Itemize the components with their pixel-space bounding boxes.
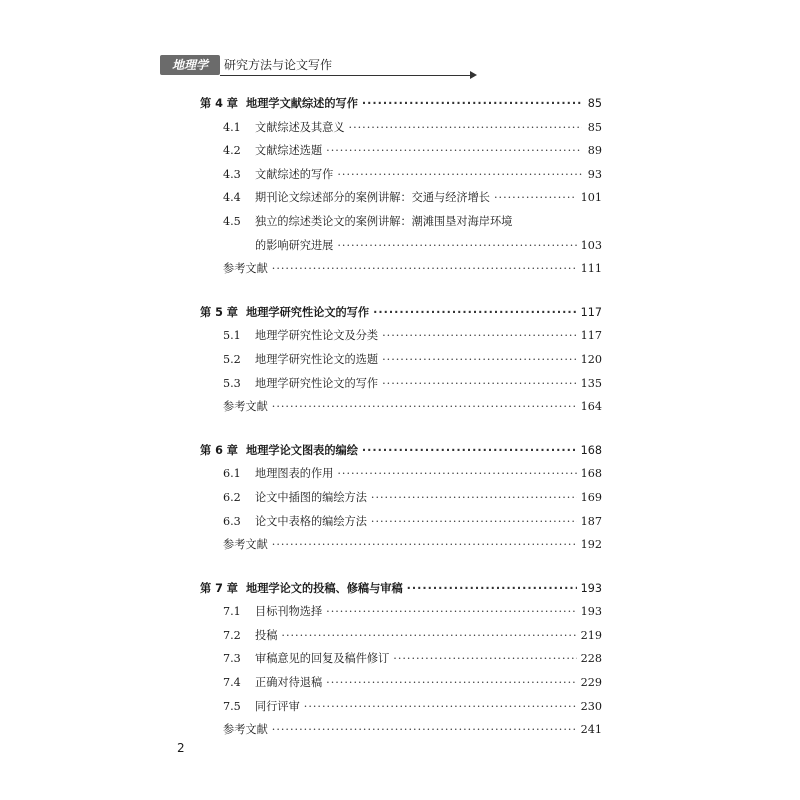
section-entry <box>200 139 602 163</box>
dot-leader <box>382 348 577 372</box>
dot-leader <box>393 647 576 671</box>
header-arrow-icon <box>470 71 477 79</box>
chapter-entry <box>200 577 602 601</box>
section-entry-title: 独立的综述类论文的案例讲解：潮滩围垦对海岸环境 <box>255 214 513 228</box>
dot-leader <box>326 139 582 163</box>
dot-leader <box>272 257 577 281</box>
chapter-entry-number: 第 5 章 <box>200 305 238 319</box>
references-entry <box>200 395 602 419</box>
chapter-entry <box>200 439 602 463</box>
section-entry <box>200 695 602 719</box>
chapter-entry-number: 第 7 章 <box>200 581 238 595</box>
section-entry-number: 7.4 <box>223 676 241 690</box>
section-entry-number: 4.4 <box>223 191 241 205</box>
dot-leader <box>304 695 577 719</box>
references-entry-page: 241 <box>580 723 602 737</box>
section-entry-number: 4.5 <box>223 214 241 228</box>
section-entry <box>200 510 602 534</box>
section-entry-page: 135 <box>580 376 602 390</box>
section-entry-title: 论文中表格的编绘方法 <box>255 514 367 528</box>
chapter-entry-title: 地理学研究性论文的写作 <box>246 305 370 319</box>
section-entry-number: 5.3 <box>223 376 241 390</box>
section-entry-title: 文献综述选题 <box>255 144 323 158</box>
series-logo: 地理学 <box>160 55 220 75</box>
section-entry-title: 期刊论文综述部分的案例讲解：交通与经济增长 <box>255 191 490 205</box>
section-entry <box>200 116 602 140</box>
references-entry <box>200 718 602 742</box>
section-entry <box>200 671 602 695</box>
dot-leader <box>362 439 577 463</box>
chapter-entry-page: 85 <box>587 97 602 110</box>
section-entry-continued <box>200 234 602 258</box>
section-entry <box>200 647 602 671</box>
dot-leader <box>382 372 577 396</box>
dot-leader <box>272 395 577 419</box>
section-entry-number: 7.3 <box>223 652 241 666</box>
references-entry-title: 参考文献 <box>223 400 268 414</box>
section-entry <box>200 624 602 648</box>
section-entry <box>200 348 602 372</box>
section-entry-title: 文献综述及其意义 <box>255 120 345 134</box>
section-entry-page: 120 <box>580 352 602 366</box>
section-entry-number: 7.5 <box>223 699 241 713</box>
section-entry-title: 地理学研究性论文的选题 <box>255 352 379 366</box>
section-entry-page: 219 <box>580 628 602 642</box>
section-entry-page: 168 <box>580 467 602 481</box>
section-entry-page: 101 <box>580 191 602 205</box>
section-entry-number: 4.2 <box>223 144 241 158</box>
dot-leader <box>281 624 576 648</box>
section-entry-title: 地理学研究性论文的写作 <box>255 376 379 390</box>
section-entry-page: 117 <box>580 329 602 343</box>
chapter-block <box>200 301 602 419</box>
section-entry-title: 地理图表的作用 <box>255 467 334 481</box>
dot-leader <box>407 577 577 601</box>
dot-leader <box>337 163 582 187</box>
dot-leader <box>337 234 576 258</box>
chapter-block <box>200 92 602 281</box>
chapter-entry-page: 168 <box>580 443 602 457</box>
running-header <box>160 52 333 82</box>
section-entry-number: 4.3 <box>223 167 241 181</box>
chapter-entry-title: 地理学论文的投稿、修稿与审稿 <box>246 581 403 595</box>
section-entry-number: 7.2 <box>223 628 241 642</box>
section-entry-number: 5.1 <box>223 329 241 343</box>
section-entry-page: 85 <box>587 120 602 134</box>
section-entry-page: 93 <box>587 167 602 181</box>
section-entry-number: 6.1 <box>223 467 241 481</box>
section-entry-continued-page: 103 <box>580 238 602 252</box>
chapter-entry-title: 地理学论文图表的编绘 <box>246 443 358 457</box>
section-entry-title: 地理学研究性论文及分类 <box>255 329 379 343</box>
section-entry <box>200 324 602 348</box>
dot-leader <box>371 510 577 534</box>
section-entry-number: 6.3 <box>223 514 241 528</box>
section-entry <box>200 163 602 187</box>
series-title: 研究方法与论文写作 <box>224 58 333 72</box>
section-entry-page: 169 <box>580 490 602 504</box>
chapter-entry-page: 193 <box>580 581 602 595</box>
chapter-block <box>200 577 602 742</box>
chapter-entry <box>200 301 602 325</box>
section-entry-page: 89 <box>587 144 602 158</box>
section-entry-continued-title: 的影响研究进展 <box>255 238 334 252</box>
section-entry-title: 同行评审 <box>255 699 300 713</box>
dot-leader <box>326 600 577 624</box>
references-entry-title: 参考文献 <box>223 723 268 737</box>
references-entry-page: 111 <box>580 262 602 276</box>
references-entry-title: 参考文献 <box>223 538 268 552</box>
section-entry-title: 投稿 <box>255 628 278 642</box>
section-entry-title: 论文中插图的编绘方法 <box>255 490 367 504</box>
dot-leader <box>382 324 577 348</box>
section-entry-title: 审稿意见的回复及稿件修订 <box>255 652 390 666</box>
dot-leader <box>349 116 582 140</box>
section-entry-title: 正确对待退稿 <box>255 676 323 690</box>
chapter-entry-page: 117 <box>580 305 602 319</box>
references-entry-title: 参考文献 <box>223 262 268 276</box>
dot-leader <box>337 462 576 486</box>
references-entry-page: 192 <box>580 538 602 552</box>
section-entry-title: 目标刊物选择 <box>255 605 323 619</box>
dot-leader <box>272 718 577 742</box>
section-entry-number: 6.2 <box>223 490 241 504</box>
section-entry-page: 187 <box>580 514 602 528</box>
section-entry <box>200 462 602 486</box>
dot-leader <box>494 186 577 210</box>
chapter-entry <box>200 92 602 116</box>
chapter-entry-number: 第 6 章 <box>200 443 238 457</box>
chapter-block <box>200 439 602 557</box>
table-of-contents <box>200 92 602 762</box>
references-entry <box>200 257 602 281</box>
section-entry-page: 228 <box>580 652 602 666</box>
section-entry-page: 193 <box>580 605 602 619</box>
dot-leader <box>326 671 577 695</box>
section-entry-title: 文献综述的写作 <box>255 167 334 181</box>
page-number: 2 <box>177 741 185 755</box>
section-entry <box>200 372 602 396</box>
section-entry-page: 230 <box>580 699 602 713</box>
section-entry <box>200 600 602 624</box>
dot-leader <box>373 301 577 325</box>
section-entry-page: 229 <box>580 676 602 690</box>
dot-leader <box>362 92 582 116</box>
references-entry <box>200 533 602 557</box>
section-entry <box>200 210 602 234</box>
chapter-entry-number: 第 4 章 <box>200 97 238 110</box>
chapter-entry-title: 地理学文献综述的写作 <box>246 97 358 110</box>
section-entry <box>200 186 602 210</box>
section-entry-number: 4.1 <box>223 120 241 134</box>
references-entry-page: 164 <box>580 400 602 414</box>
section-entry-number: 7.1 <box>223 605 241 619</box>
section-entry <box>200 486 602 510</box>
section-entry-number: 5.2 <box>223 352 241 366</box>
dot-leader <box>272 533 577 557</box>
header-rule <box>220 75 472 76</box>
dot-leader <box>371 486 577 510</box>
